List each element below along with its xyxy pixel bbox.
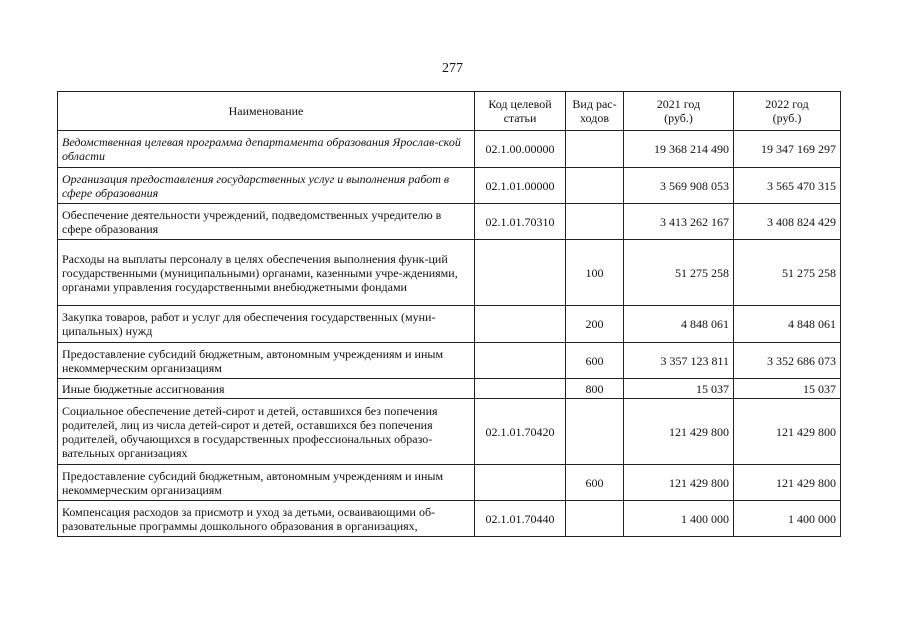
cell-amount-2022: 51 275 258 — [734, 240, 841, 306]
cell-amount-2021: 3 413 262 167 — [624, 204, 734, 240]
cell-code — [475, 379, 566, 399]
cell-amount-2022: 3 565 470 315 — [734, 168, 841, 204]
table-row — [58, 240, 841, 306]
table-row — [58, 168, 841, 204]
cell-expense-type — [566, 168, 624, 204]
table-row — [58, 131, 841, 168]
header-year-2021: 2021 год (руб.) — [624, 92, 734, 131]
table-row — [58, 343, 841, 379]
cell-amount-2021: 19 368 214 490 — [624, 131, 734, 168]
table-row — [58, 501, 841, 537]
cell-amount-2021: 3 357 123 811 — [624, 343, 734, 379]
cell-name: Закупка товаров, работ и услуг для обеспечения государственных (муни-ципальных) нужд — [58, 306, 475, 343]
cell-code: 02.1.01.70420 — [475, 399, 566, 465]
header-type: Вид рас- ходов — [566, 92, 624, 131]
cell-amount-2022: 121 429 800 — [734, 465, 841, 501]
cell-name: Социальное обеспечение детей-сирот и детей, оставшихся без попечения родителей, лиц из числа детей-сирот и детей, оставшихся без попечения родителей, обучающихся в государственных профессиональных образо-вательных организациях — [58, 399, 475, 465]
cell-name: Обеспечение деятельности учреждений, подведомственных учредителю в сфере образования — [58, 204, 475, 240]
cell-amount-2021: 15 037 — [624, 379, 734, 399]
table-row — [58, 399, 841, 465]
cell-amount-2021: 4 848 061 — [624, 306, 734, 343]
cell-amount-2022: 15 037 — [734, 379, 841, 399]
cell-amount-2021: 121 429 800 — [624, 399, 734, 465]
cell-amount-2022: 3 352 686 073 — [734, 343, 841, 379]
cell-amount-2021: 3 569 908 053 — [624, 168, 734, 204]
table-row — [58, 379, 841, 399]
cell-code — [475, 465, 566, 501]
cell-code: 02.1.00.00000 — [475, 131, 566, 168]
cell-expense-type — [566, 501, 624, 537]
page-number: 277 — [442, 61, 463, 76]
cell-amount-2021: 121 429 800 — [624, 465, 734, 501]
cell-expense-type: 800 — [566, 379, 624, 399]
cell-amount-2022: 19 347 169 297 — [734, 131, 841, 168]
budget-table — [57, 91, 841, 537]
cell-code: 02.1.01.00000 — [475, 168, 566, 204]
table-row — [58, 465, 841, 501]
cell-amount-2021: 1 400 000 — [624, 501, 734, 537]
cell-name: Предоставление субсидий бюджетным, автономным учреждениям и иным некоммерческим организациям — [58, 465, 475, 501]
cell-code: 02.1.01.70440 — [475, 501, 566, 537]
cell-code — [475, 343, 566, 379]
table-row — [58, 306, 841, 343]
cell-expense-type: 100 — [566, 240, 624, 306]
cell-expense-type: 200 — [566, 306, 624, 343]
cell-name: Ведомственная целевая программа департамента образования Ярослав-ской области — [58, 131, 475, 168]
header-name: Наименование — [58, 92, 475, 131]
cell-expense-type: 600 — [566, 343, 624, 379]
cell-amount-2022: 4 848 061 — [734, 306, 841, 343]
cell-expense-type — [566, 399, 624, 465]
cell-amount-2021: 51 275 258 — [624, 240, 734, 306]
cell-name: Компенсация расходов за присмотр и уход за детьми, осваивающими об-разовательные программы дошкольного образования в организациях, — [58, 501, 475, 537]
cell-code — [475, 240, 566, 306]
header-code: Код целевой статьи — [475, 92, 566, 131]
cell-expense-type — [566, 204, 624, 240]
cell-code: 02.1.01.70310 — [475, 204, 566, 240]
header-year-2022: 2022 год (руб.) — [734, 92, 841, 131]
cell-amount-2022: 3 408 824 429 — [734, 204, 841, 240]
cell-name: Иные бюджетные ассигнования — [58, 379, 475, 399]
cell-name: Организация предоставления государственных услуг и выполнения работ в сфере образования — [58, 168, 475, 204]
table-row — [58, 204, 841, 240]
cell-expense-type: 600 — [566, 465, 624, 501]
cell-amount-2022: 1 400 000 — [734, 501, 841, 537]
cell-expense-type — [566, 131, 624, 168]
cell-amount-2022: 121 429 800 — [734, 399, 841, 465]
cell-code — [475, 306, 566, 343]
cell-name: Предоставление субсидий бюджетным, автономным учреждениям и иным некоммерческим организациям — [58, 343, 475, 379]
table-header-row — [58, 92, 841, 131]
cell-name: Расходы на выплаты персоналу в целях обеспечения выполнения функ-ций государственными (муниципальными) органами, казенными учре-ждениями, органами управления государственными внебюджетными фондами — [58, 240, 475, 306]
